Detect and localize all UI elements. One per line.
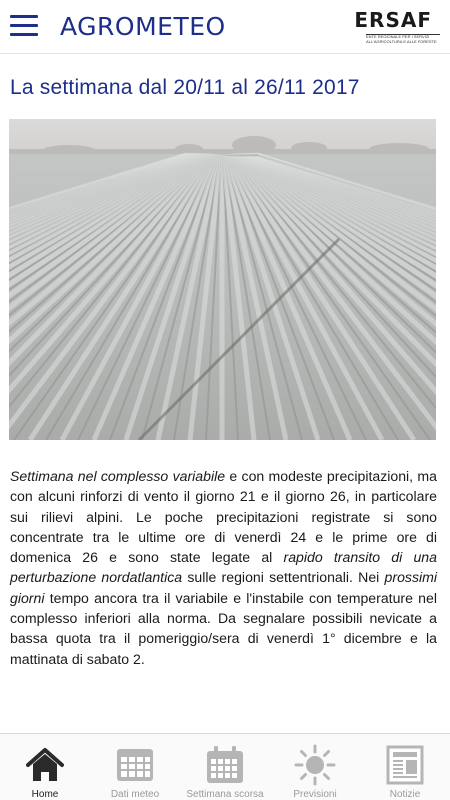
bottom-nav bbox=[0, 733, 450, 800]
app-header bbox=[0, 0, 450, 54]
nav-label-settimana-scorsa: Settimana scorsa bbox=[186, 789, 264, 800]
grid-table-icon bbox=[113, 743, 157, 787]
emphasis-next-days: prossimi giorni bbox=[10, 569, 437, 606]
sun-icon bbox=[293, 743, 337, 787]
hamburger-menu-icon[interactable] bbox=[10, 13, 38, 37]
nav-label-previsioni: Previsioni bbox=[293, 789, 337, 800]
nav-label-home: Home bbox=[31, 789, 59, 800]
menu-bar bbox=[10, 33, 38, 36]
app-title: AGROMETEO bbox=[60, 12, 226, 41]
frost-field-photo bbox=[9, 119, 436, 440]
article-body bbox=[10, 466, 437, 669]
nav-item-dati-meteo[interactable] bbox=[90, 734, 180, 800]
emphasis-perturbation: rapido transito di una perturbazione nordatlantica bbox=[10, 549, 437, 586]
frost-field-image bbox=[9, 119, 436, 440]
nav-label-notizie: Notizie bbox=[389, 789, 421, 800]
nav-label-dati-meteo: Dati meteo bbox=[110, 789, 160, 800]
nav-item-home[interactable] bbox=[0, 734, 90, 800]
nav-item-settimana-scorsa[interactable] bbox=[180, 734, 270, 800]
ersaf-logo bbox=[354, 8, 442, 44]
emphasis-weekly-summary: Settimana nel complesso variabile bbox=[10, 468, 226, 484]
newspaper-icon bbox=[383, 743, 427, 787]
menu-bar bbox=[10, 15, 38, 18]
menu-bar bbox=[10, 24, 38, 27]
logo-subtitle-line2: ALL'AGRICOLTURA E ALLE FORESTE bbox=[366, 38, 437, 44]
home-icon bbox=[23, 743, 67, 787]
article-text: e con modeste precipitazioni, ma con alcuni rinforzi di vento il giorno 21 e il giorno 26, in particolare sui rilievi alpini. Le poche precipitazioni registrate si sono concentrate tra le ultime ore di venerdì 24 e le prime ore di domenica 26 e sono state legate al bbox=[10, 468, 437, 566]
logo-subtitle bbox=[366, 35, 437, 44]
nav-item-notizie[interactable] bbox=[360, 734, 450, 800]
nav-item-previsioni[interactable] bbox=[270, 734, 360, 800]
article-text: tempo ancora tra il variabile e l'instabile con temperature nel complesso inferiori alla norma. Da segnalare possibili nevicate a bassa quota tra il pomeriggio/sera di venerdì 1° dicembre e la mattinata di sabato 2. bbox=[10, 589, 437, 667]
article-text: sulle regioni settentrionali. Nei bbox=[182, 569, 385, 586]
calendar-icon bbox=[203, 743, 247, 787]
logo-wordmark: ERSAF bbox=[354, 8, 432, 32]
logo-subtitle-line1: ENTE REGIONALE PER I SERVIZI bbox=[366, 34, 430, 39]
article-title: La settimana dal 20/11 al 26/11 2017 bbox=[10, 76, 360, 99]
